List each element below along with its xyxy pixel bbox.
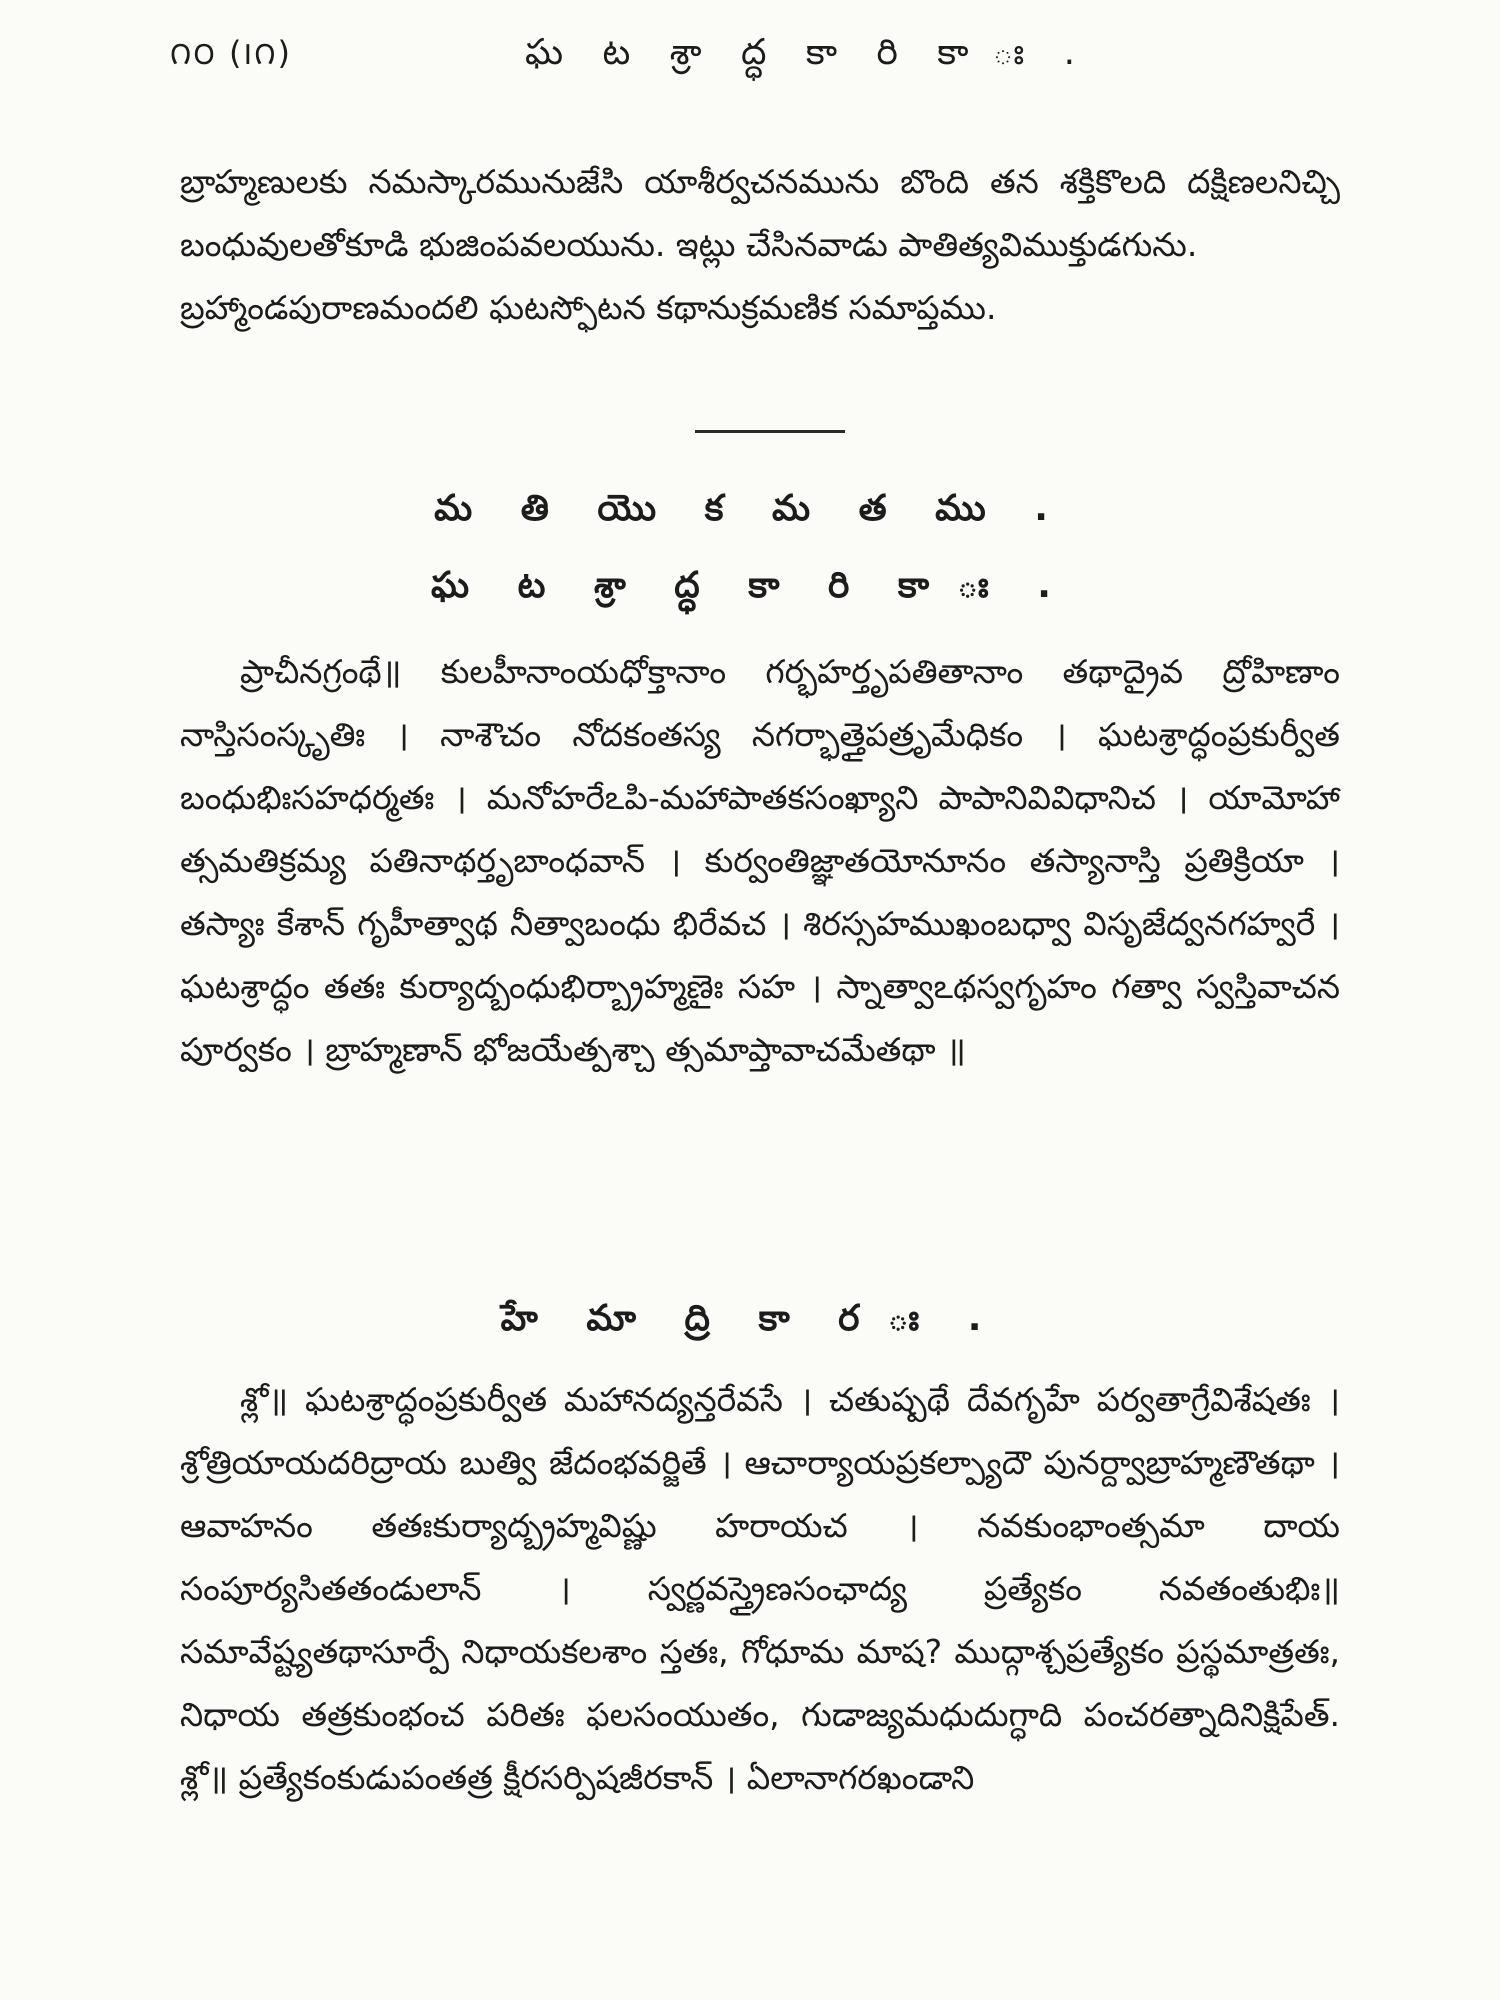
section1-body (180, 640, 1340, 1081)
section2-body (180, 1368, 1340, 1809)
section-divider (695, 430, 845, 433)
page-header (170, 28, 1350, 88)
section-heading-other-view: మ తి యొ క మ త ము . (434, 488, 1066, 529)
hemadri-verse-paragraph: శ్లో॥ ఘటశ్రాద్ధంప్రకుర్వీత మహానద్యన్తరేవసే । చతుష్పథే దేవగృహే పర్వతాగ్రేవిశేషతః । శ్రోత్రియాయదరిద్రాయ బుత్వి జేదంభవర్జితే । ఆచార్యాయప్రకల్ప్యాదౌ పునర్ద్వాబ్రాహ్మణౌతథా । ఆవాహనం తతఃకుర్యాద్బ్రహ్మవిష్ణు హరాయచ । నవకుంభాంత్సమా దాయ సంపూర్యసితతండులాన్ । స్వర్ణవస్త్రైణసంఛాద్య ప్రత్యేకం నవతంతుభిః॥ సమావేష్ట్యతథాసూర్పే నిధాయకలశాం స్తతః, గోధూమ మాష? ముద్గాశ్చప్రత్యేకం ప్రస్థమాత్రతః, నిధాయ తత్రకుంభంచ పరితః ఫలసంయుతం, గుడాజ్యమధుదుగ్ధాది పంచరత్నాదినిక్షిపేత్. శ్లో॥ ప్రత్యేకంకుడుపంతత్ర క్షీరసర్పిషజీరకాన్ । ఏలానాగరఖండాని (180, 1380, 1340, 1797)
intro-block (180, 150, 1340, 339)
intro-paragraph: బ్రాహ్మణులకు నమస్కారమునుజేసి యాశీర్వచనమును బొంది తన శక్తికొలది దక్షిణలనిచ్చి బంధువులతోకూడి భుజింపవలయును. ఇట్లు చేసినవాడు పాతిత్యవిముక్తుడగును. (180, 162, 1340, 264)
colophon-line: బ్రహ్మాండపురాణమందలి ఘటస్ఫోటన కథానుక్రమణిక సమాప్తము. (180, 288, 997, 327)
page-number: ౧౦ (౹౧) (170, 34, 293, 72)
running-title: ఘ ట శ్రా ద్ధ కా రి కా ః . (525, 32, 1090, 73)
section-heading-ghata-shraddha: ఘ ట శ్రా ద్ధ కా రి కా ః . (431, 565, 1069, 606)
section-heading-hemadri: హే మా ద్రి కా ర ః . (500, 1298, 1000, 1339)
sanskrit-verse-paragraph: ప్రాచీనగ్రంథే॥ కులహీనాంయధోక్తానాం గర్భహర్తృపతితానాం తథాద్రైవ ద్రోహిణాం నాస్తిసంస్కృతిః । నాశౌచం నోదకంతస్య నగర్భాత్తైపత్రృమేధికం । ఘటశ్రాద్ధంప్రకుర్వీత బంధుభిఃసహధర్మతః । మనోహరేఽపి-మహాపాతకసంఖ్యాని పాపానివివిధానిచ । యామోహా త్సమతిక్రమ్య పతినాథర్తృబాంధవాన్ । కుర్వంతిజ్ఞాతయోనూనం తస్యానాస్తి ప్రతిక్రియా । తస్యాః కేశాన్ గృహీత్వాథ నీత్వాబంధు భిరేవచ । శిరస్సహముఖంబధ్వా విసృజేద్వనగహ్వరే । ఘటశ్రాద్ధం తతః కుర్యాద్బంధుభిర్బ్రాహ్మణైః సహ । స్నాత్వాఽథస్వగృహం గత్వా స్వస్తివాచన పూర్వకం । బ్రాహ్మణాన్ భోజయేత్పశ్చా త్సమాప్తావాచమేతథా ॥ (180, 652, 1340, 1069)
